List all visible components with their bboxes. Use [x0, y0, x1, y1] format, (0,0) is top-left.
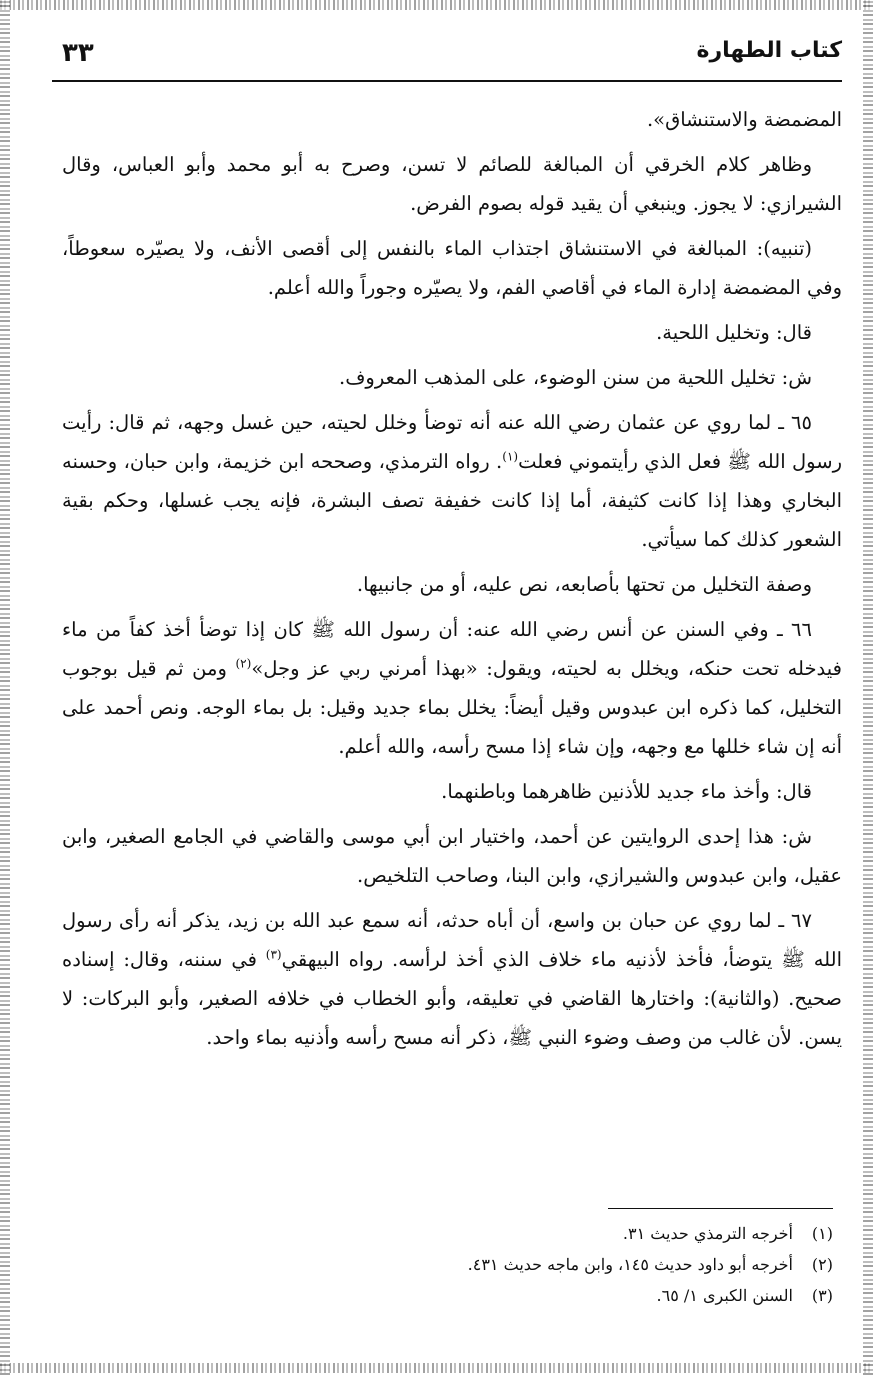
hadith-67-text: ٦٧ ـ لما روي عن حبان بن واسع، أن أباه حدثه، أنه سمع عبد الله بن زيد، يذكر أنه رأى رسول الله ﷺ يتوضأ، فأخذ لأذنيه ماء خلاف الذي أخذ لرأسه. رواه البيهقي: [62, 909, 842, 971]
footnote-1-number: (١): [811, 1224, 833, 1243]
footnote-3-number: (٣): [811, 1286, 833, 1305]
hadith-66-text-cont: ومن ثم قيل بوجوب التخليل، كما ذكره ابن عبدوس وقيل أيضاً: يخلل بماء جديد وقيل: بل بماء الوجه. ونص أحمد على أنه إن شاء خللها مع وجهه، وإن شاء إذا مسح رأسه، والله أعلم.: [62, 657, 842, 758]
footnote-1-text: أخرجه الترمذي حديث ٣١.: [622, 1224, 793, 1243]
footnote-2-text: أخرجه أبو داود حديث ١٤٥، وابن ماجه حديث ٤٣١.: [467, 1255, 793, 1274]
paragraph-2: وظاهر كلام الخرقي أن المبالغة للصائم لا تسن، وصرح به أبو محمد وأبو العباس، وقال الشيرازي: لا يجوز. وينبغي أن يقيد قوله بصوم الفرض.: [62, 153, 842, 215]
paragraph-5: ش: تخليل اللحية من سنن الوضوء، على المذهب المعروف.: [339, 366, 812, 389]
hadith-67: [62, 901, 842, 1057]
paragraph-4: قال: وتخليل اللحية.: [656, 321, 812, 344]
hadith-67-text-cont: في سننه، وقال: إسناده صحيح. (والثانية): واختارها القاضي في تعليقه، وأبو الخطاب في خلافه الصغير، وأبو البركات: لا يسن. لأن غالب من وصف وضوء النبي ﷺ، ذكر أنه مسح رأسه وأذنيه بماء واحد.: [62, 948, 842, 1049]
hadith-66: [62, 610, 842, 766]
footnote-1: [53, 1218, 833, 1249]
running-title: كتاب الطهارة: [696, 38, 842, 63]
main-text: [62, 100, 842, 1063]
hadith-66-text: ٦٦ ـ وفي السنن عن أنس رضي الله عنه: أن رسول الله ﷺ كان إذا توضأ أخذ كفاً من ماء فيدخله تحت حنكه، ويخلل به لحيته، ويقول: «بهذا أمرني ربي عز وجل»: [62, 618, 842, 680]
footnote-ref-1: (١): [502, 449, 519, 464]
footnotes: [53, 1218, 833, 1311]
footnote-3-text: السنن الكبرى ١/ ٦٥.: [656, 1286, 793, 1305]
footnote-ref-3: (٣): [265, 947, 282, 962]
page-number: ٣٣: [62, 38, 94, 68]
footnote-3: [53, 1280, 833, 1311]
hadith-65: [62, 403, 842, 559]
paragraph-9: قال: وأخذ ماء جديد للأذنين ظاهرهما وباطنهما.: [441, 780, 812, 803]
paragraph-10: ش: هذا إحدى الروايتين عن أحمد، واختيار ابن أبي موسى والقاضي في الجامع الصغير، وابن عقيل، وابن عبدوس والشيرازي، وابن البنا، وصاحب التلخيص.: [62, 825, 842, 887]
paragraph-1: المضمضة والاستنشاق».: [646, 108, 842, 131]
paragraph-7: وصفة التخليل من تحتها بأصابعه، نص عليه، أو من جانبيها.: [356, 573, 812, 596]
footnote-2: [53, 1249, 833, 1280]
left-border: [0, 0, 10, 1375]
bottom-border: [0, 1363, 873, 1373]
paragraph-3: (تنبيه): المبالغة في الاستنشاق اجتذاب الماء بالنفس إلى أقصى الأنف، ولا يصيّره سعوطاً، وفي المضمضة إدارة الماء في أقاصي الفم، ولا يصيّره وجوراً والله أعلم.: [62, 237, 842, 299]
footnote-ref-2: (٢): [235, 656, 252, 671]
hadith-65-text-cont: . رواه الترمذي، وصححه ابن خزيمة، وابن حبان، وحسنه البخاري وهذا إذا كانت كثيفة، أما إذا كانت خفيفة تصف البشرة، فإنه يجب غسلها، وحكم بقية الشعور كذلك كما سيأتي.: [62, 450, 842, 551]
right-border: [863, 0, 873, 1375]
top-border: [0, 0, 873, 10]
page-header: [52, 30, 842, 82]
footnote-2-number: (٢): [811, 1255, 833, 1274]
hadith-65-text: ٦٥ ـ لما روي عن عثمان رضي الله عنه أنه توضأ وخلل لحيته، حين غسل وجهه، ثم قال: رأيت رسول الله ﷺ فعل الذي رأيتموني فعلت: [62, 411, 842, 473]
footnote-separator: [608, 1208, 833, 1209]
